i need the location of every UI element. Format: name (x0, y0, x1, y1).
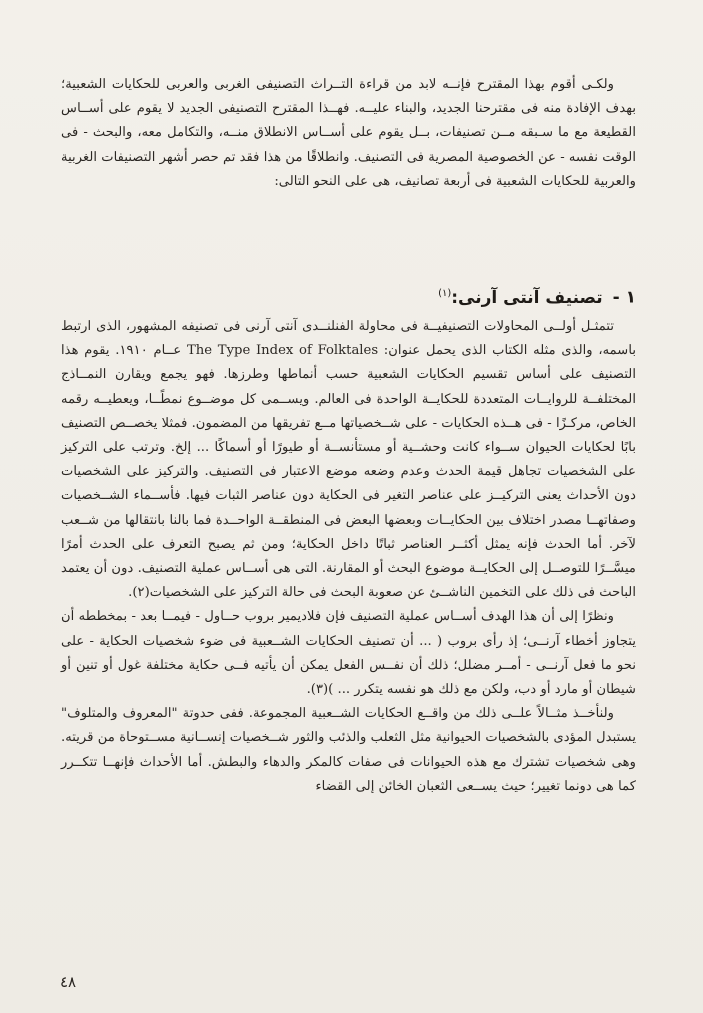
body-paragraph-1-rest: عــام ١٩١٠. يقوم هذا التصنيف على أساس تقسيم الحكايات الشعبية حسب أنماطها وطرزها. فهو يجمع ويقارن النمــاذج المختلفــة للروايــات المتعددة للحكايــة الواحدة فى العالم. ويســمى كل موضــوع نمطًــا، ويعطيــه رقمه الخاص، مركـزًا - فى هــذه الحكايات - على شــخصياتها مــع تفريقها من المضمون. فمثلا يخصــص التصنيف بابًا لحكايات الحيوان ســواء كانت وحشــية أو مستأنســة أو طيورًا أو أسماكًا ... إلخ. وترتب على التركيز على الشخصيات تجاهل قيمة الحدث وعدم وضعه موضع الاعتبار فى التصنيف. والتركيز على الشخصيات دون الأحداث يعنى التركيــز على عناصر التغير فى الحكاية دون عناصر الثبات فيها. فأســماء الشــخصيات وصفاتهــا مصدر اختلاف بين الحكايــات وبعضها البعض فى المنطقــة الواحــدة فما بالنا بانتقالها من شــعب لآخر. أما الحدث فإنه يمثل أكثــر العناصر ثباتًا داخل الحكاية؛ ومن ثم يصبح التعرف على الحدث أمرًا ميسَّــرًا للتوصــل إلى الحكايــة موضوع البحث أو المقارنة. التى هى أســاس عملية التصنيف. دون أن يعتمد الباحث فى ذلك على التخمين الناشــئ عن صعوبة البحث فى حالة التركيز على الشخصيات(٢). (61, 343, 636, 601)
footnote-marker: (١) (438, 288, 452, 299)
body-paragraph-1-start: تتمثـل أولــى المحاولات التصنيفيــة فى محاولة الفنلنــدى آنتى آرنى فى تصنيفه المشهور، الذى ارتبط باسمه، والذى مثله الكتاب الذى يحمل عنوان: (61, 319, 637, 359)
body-paragraph-1 (61, 315, 636, 605)
body-paragraph-2: ونظرًا إلى أن هذا الهدف أســاس عملية التصنيف فإن فلاديمير بروب حــاول - فيمــا بعد - بمخططه أن يتجاوز أخطاء آرنــى؛ إذ رأى بروب ( ... أن تصنيف الحكايات الشــعبية فى ضوء شخصيات الحكاية - على نحو ما فعل آرنــى - أمــر مضلل؛ ذلك أن نفــس الفعل يمكن أن يأتيه فــى حكاية مختلفة غول أو تنين أو شيطان أو مارد أو دب، ولكن مع ذلك هو نفسه يتكرر ... )(٣). (61, 609, 636, 698)
section-body (61, 315, 636, 799)
english-book-title: The Type Index of Folktales (186, 343, 379, 359)
section-title: تصنيف آنتى آرنى: (451, 287, 603, 308)
intro-paragraph: ولكـى أقوم بهذا المقترح فإنــه لابد من قراءة التــراث التصنيفى الغربى والعربى للحكايات الشعبية؛ بهدف الإفادة منه فى مقترحنا الجديد، والبناء عليــه. فهــذا المقترح التصنيفى الجديد لا يقوم على أســاس القطيعة مع ما سـبقه مــن تصنيفات، بــل يقوم على أســاس الانطلاق منــه، والتكامل معه، والبحث - فى الوقت نفسه - عن الخصوصية المصرية فى التصنيف. وانطلاقًا من هذا فقد تم حصر أشهر التصنيفات الغربية والعربية للحكايات الشعبية فى أربعة تصانيف، هى على النحو التالى: (61, 77, 636, 189)
section-heading (61, 282, 636, 310)
body-paragraph-3: ولنأخــذ مثــالاً علــى ذلك من واقــع الحكايات الشــعبية المجموعة. ففى حدوتة "المعروف والمتلوف" يستبدل المؤدى بالشخصيات الحيوانية مثل الثعلب والذئب والثور شــخصيات إنســانية مســتوحاة من قريته. وهى شخصيات تشترك مع هذه الحيوانات فى صفات كالمكر والدهاء والبطش. أما الأحداث فإنهــا تتكــرر كما هى دونما تغيير؛ حيث يســعى الثعبان الخائن إلى القضاء (61, 706, 636, 794)
intro-section (61, 73, 636, 194)
page-number: ٤٨ (60, 973, 77, 991)
section-number: ١ - (606, 287, 636, 308)
